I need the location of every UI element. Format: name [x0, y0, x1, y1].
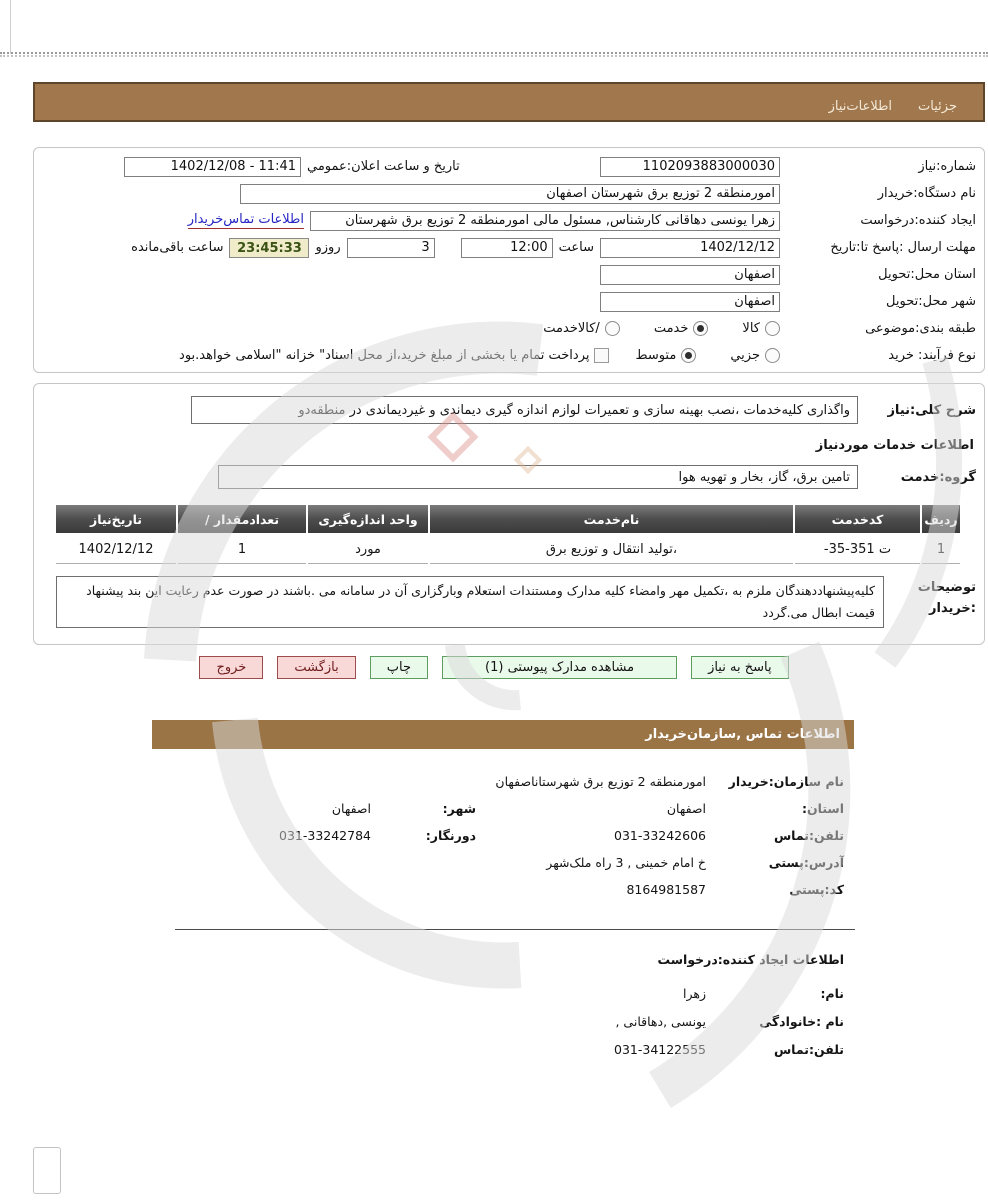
- creator-section: [152, 948, 854, 1063]
- view-attachments-button[interactable]: مشاهده مدارک پیوستی (1): [442, 656, 677, 679]
- respond-button[interactable]: پاسخ به نیاز: [691, 656, 789, 679]
- org-phone-value: 031-33242606: [614, 828, 706, 843]
- days-remaining-field[interactable]: [347, 238, 435, 258]
- back-button[interactable]: بازگشت: [277, 656, 355, 679]
- required-services-heading: اطلاعات خدمات موردنیاز: [815, 438, 974, 453]
- days-label: روزو: [315, 240, 341, 255]
- delivery-province-label: استان محل:تحویل: [878, 267, 976, 282]
- buyer-org-label: نام دستگاه:خریدار: [877, 186, 976, 201]
- print-button[interactable]: چاپ: [370, 656, 428, 679]
- radio-goods-service[interactable]: [605, 321, 620, 336]
- org-name-value: امورمنطقه 2 توزیع برق شهرستاناصفهان: [495, 774, 706, 789]
- org-fax-value: 031-33242784: [279, 828, 371, 843]
- requester-field[interactable]: [310, 211, 780, 231]
- col-unit: واحد اندازه‌گیری: [308, 505, 428, 533]
- service-group-label: گروه:خدمت: [900, 469, 976, 485]
- buyer-org-field[interactable]: [240, 184, 780, 204]
- action-buttons: [0, 656, 988, 679]
- radio-service[interactable]: [693, 321, 708, 336]
- org-province-value: اصفهان: [666, 801, 706, 816]
- radio-medium-label: متوسط: [635, 348, 677, 363]
- radio-goods-service-label: /کالاخدمت: [543, 321, 600, 336]
- col-service-name: نام‌خدمت: [430, 505, 793, 533]
- col-service-code: کدخدمت: [795, 505, 920, 533]
- hour-label: ساعت: [558, 240, 594, 255]
- need-services-card: [33, 383, 985, 645]
- announce-datetime-label: تاریخ و ساعت اعلان:عمومي: [307, 159, 460, 174]
- requester-label: ایجاد کننده:درخواست: [860, 213, 976, 228]
- org-fax-label: دورنگار:: [425, 828, 476, 843]
- section-divider: [175, 929, 855, 930]
- buyer-notes-box: کلیه‌پیشنهاددهندگان ملزم به ،تکمیل مهر وامضاء کلیه مدارک ومستندات استعلام وبارگزاری آن در سامانه می .باشند در صورت عدم رعایت این بند پیشنهاد قیمت ابطال می.گردد: [56, 576, 884, 628]
- need-description-label: شرح کلی:نیاز: [887, 402, 976, 418]
- buyer-contact-link[interactable]: اطلاعات تماس‌خریدار: [187, 212, 304, 227]
- general-info-card: [33, 147, 985, 373]
- creator-heading: اطلاعات ایجاد کننده:درخواست: [657, 952, 844, 967]
- creator-phone-value: 031-34122555: [614, 1041, 706, 1057]
- cell-row-number: 1: [922, 535, 960, 564]
- radio-goods-label: کالا: [742, 321, 760, 336]
- deadline-time-field[interactable]: [461, 238, 553, 258]
- countdown-timer: 23:45:33: [229, 238, 309, 258]
- org-contact-header: اطلاعات تماس ,سازمان‌خریدار: [152, 720, 854, 749]
- creator-lastname-value: یونسی ,دهاقانی ,: [615, 1013, 706, 1029]
- radio-goods[interactable]: [765, 321, 780, 336]
- process-type-label: نوع فرآیند: خرید: [888, 348, 976, 363]
- org-name-label: نام سازمان:خریدار: [728, 774, 844, 789]
- col-need-date: تاریخ‌نیاز: [56, 505, 176, 533]
- radio-medium[interactable]: [681, 348, 696, 363]
- col-quantity: تعدادمقدار /: [178, 505, 306, 533]
- org-city-value: اصفهان: [331, 801, 371, 816]
- remaining-hours-label: ساعت باقی‌مانده: [131, 240, 224, 255]
- org-city-label: شهر:: [442, 801, 476, 816]
- col-row-number: ردیف: [922, 505, 960, 533]
- services-table-header: [56, 505, 960, 533]
- services-table: [54, 503, 962, 566]
- announce-datetime-field[interactable]: [124, 157, 301, 177]
- table-row: [56, 535, 960, 564]
- cell-service-name: ،تولید انتقال و توزیع برق: [430, 535, 793, 564]
- dotted-separator: [0, 52, 988, 57]
- page-edge-line: [10, 0, 11, 54]
- treasury-checkbox[interactable]: [594, 348, 609, 363]
- delivery-city-label: شهر محل:تحویل: [886, 294, 976, 309]
- tab-bar: [33, 82, 985, 122]
- tab-details[interactable]: جزئیات: [918, 99, 957, 114]
- classification-label: طبقه بندی:موضوعی: [865, 321, 976, 336]
- tab-need-info[interactable]: اطلاعات‌نیاز: [828, 99, 893, 114]
- org-contact-section: [152, 768, 854, 903]
- org-postal-label: کد:پستی: [789, 882, 844, 897]
- org-phone-label: تلفن:تماس: [773, 828, 844, 843]
- creator-phone-label: تلفن:تماس: [773, 1041, 844, 1057]
- radio-minor[interactable]: [765, 348, 780, 363]
- service-group-box: تامین برق، گاز، بخار و تهویه هوا: [218, 465, 858, 489]
- creator-firstname-label: نام:: [820, 985, 844, 1001]
- radio-minor-label: جزیي: [730, 348, 760, 363]
- cell-quantity: 1: [178, 535, 306, 564]
- cell-unit: مورد: [308, 535, 428, 564]
- delivery-city-field[interactable]: [600, 292, 780, 312]
- need-description-box: واگذاری کلیه‌خدمات ،نصب بهینه سازی و تعمیرات لوازم اندازه گیری دیماندی و غیردیماندی در منطقه‌دو: [191, 396, 858, 424]
- buyer-notes-label: توضیحات :خریدار: [917, 580, 976, 616]
- exit-button[interactable]: خروج: [199, 656, 263, 679]
- deadline-date-field[interactable]: [600, 238, 780, 258]
- need-number-field[interactable]: [600, 157, 780, 177]
- cell-need-date: 1402/12/12: [56, 535, 176, 564]
- radio-service-label: خدمت: [653, 321, 689, 336]
- cell-service-code: ت 351-35-: [795, 535, 920, 564]
- org-address-label: آدرس:پستی: [768, 855, 844, 870]
- corner-box: [33, 1147, 61, 1194]
- org-address-value: خ امام خمینی , 3 راه ملک‌شهر: [546, 855, 706, 870]
- treasury-checkbox-label: پرداخت تمام یا بخشی از مبلغ خرید،از محل اسناد" خزانه "اسلامی خواهد.بود: [179, 348, 590, 363]
- org-postal-value: 8164981587: [626, 882, 706, 897]
- deadline-label: مهلت ارسال :پاسخ تا:تاریخ: [830, 240, 976, 255]
- org-province-label: استان:: [801, 801, 844, 816]
- creator-firstname-value: زهرا: [683, 985, 706, 1001]
- need-number-label: شماره:نیاز: [918, 159, 976, 174]
- creator-lastname-label: نام :خانوادگی: [759, 1013, 844, 1029]
- delivery-province-field[interactable]: [600, 265, 780, 285]
